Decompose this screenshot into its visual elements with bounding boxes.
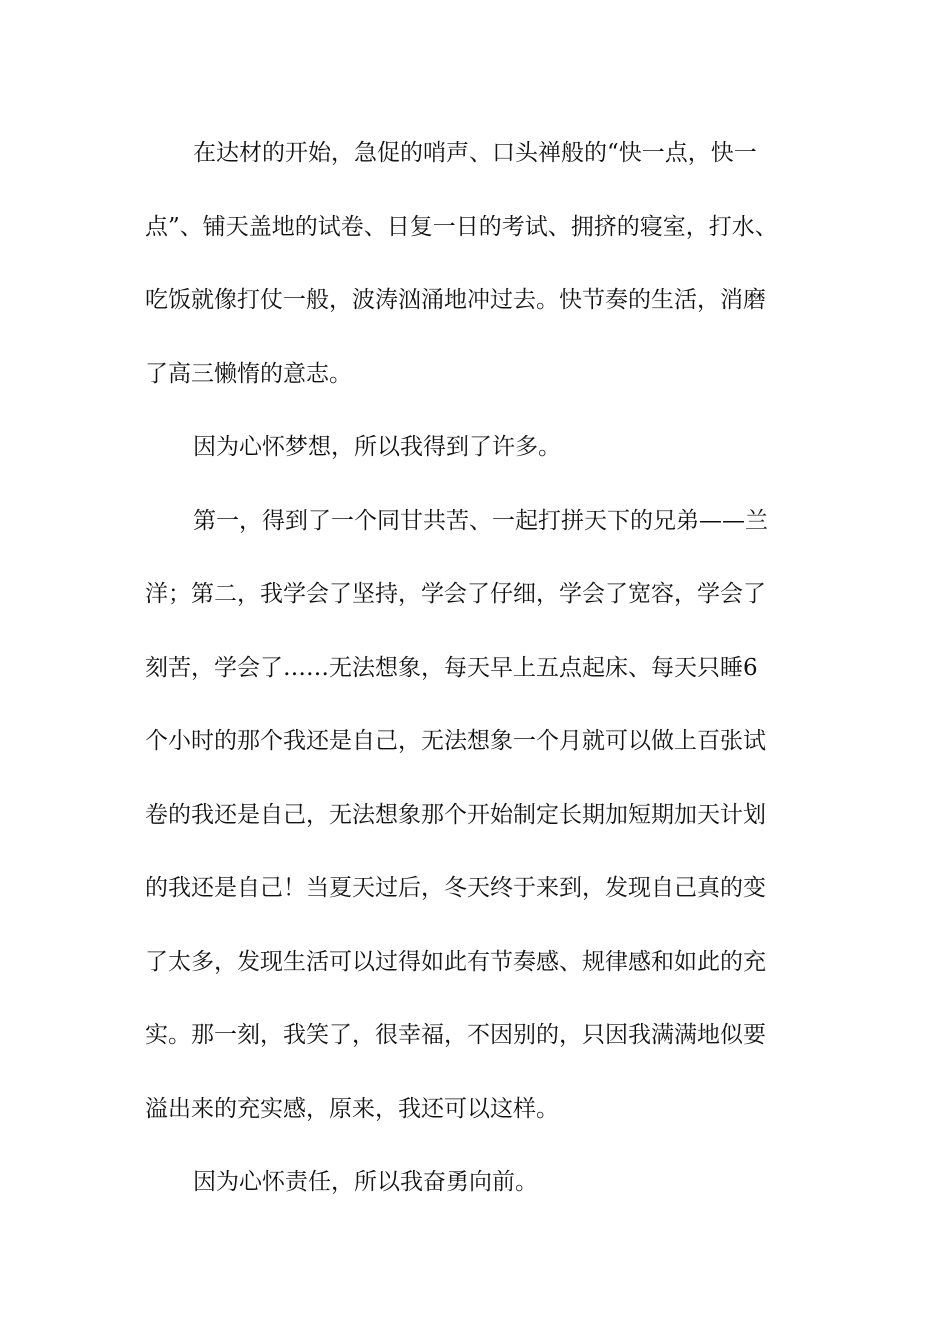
paragraph-1-line-1: 在达材的开始，急促的哨声、口头禅般的“快一点，快一 bbox=[193, 140, 757, 166]
paragraph-3-line-4: 个小时的那个我还是自己，无法想象一个月就可以做上百张试 bbox=[145, 728, 766, 754]
paragraph-3-line-5: 卷的我还是自己，无法想象那个开始制定长期加短期加天计划 bbox=[145, 801, 766, 828]
paragraph-2-line-1: 因为心怀梦想，所以我得到了许多。 bbox=[193, 434, 561, 460]
paragraph-1-line-4: 了高三懒惰的意志。 bbox=[145, 360, 352, 387]
paragraph-3-line-2: 洋；第二，我学会了坚持，学会了仔细，学会了宽容，学会了 bbox=[145, 581, 766, 607]
paragraph-1-line-3: 吃饭就像打仗一般，波涛汹涌地冲过去。快节奏的生活，消磨 bbox=[145, 287, 766, 313]
paragraph-3-line-1: 第一，得到了一个同甘共苦、一起打拼天下的兄弟——兰 bbox=[193, 507, 768, 534]
body-text bbox=[145, 117, 805, 1220]
paragraph-3-line-7: 了太多，发现生活可以过得如此有节奏感、规律感和如此的充 bbox=[145, 948, 766, 975]
paragraph-3-line-3: 刻苦，学会了……无法想象，每天早上五点起床、每天只睡6 bbox=[145, 654, 758, 681]
paragraph-3-line-8: 实。那一刻，我笑了，很幸福，不因别的，只因我满满地似要 bbox=[145, 1022, 766, 1048]
paragraph-4-line-1: 因为心怀责任，所以我奋勇向前。 bbox=[193, 1169, 538, 1195]
paragraph-3-line-6: 的我还是自己！当夏天过后，冬天终于来到，发现自己真的变 bbox=[145, 875, 766, 901]
paragraph-3-line-9: 溢出来的充实感，原来，我还可以这样。 bbox=[145, 1095, 559, 1122]
paragraph-1-line-2: 点”、铺天盖地的试卷、日复一日的考试、拥挤的寝室，打水、 bbox=[145, 213, 778, 240]
